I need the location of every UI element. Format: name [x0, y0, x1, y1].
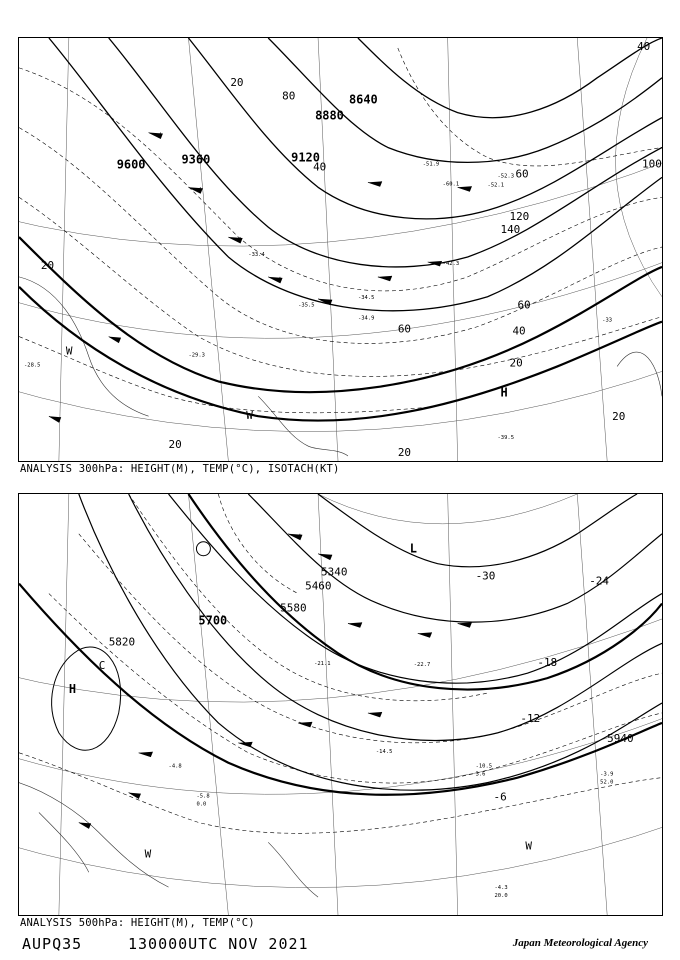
isotach-label-60: 60: [515, 167, 529, 181]
station-value: 52.0: [600, 779, 614, 786]
wind-barbs: [49, 133, 472, 423]
high-pressure-contour: [52, 647, 121, 750]
analysis-300hpa-map: [18, 37, 663, 462]
cold-marker: C: [98, 659, 106, 673]
station-value: -60.1: [442, 181, 460, 188]
isotach-label-20-south: 20: [168, 438, 182, 452]
isotach-label-60-mid: 60: [517, 298, 531, 312]
isotach-label-20-west: 20: [40, 258, 55, 272]
height-label-8880: 8880: [315, 108, 344, 123]
station-value: 3.6: [475, 771, 486, 778]
height-contours: [79, 494, 662, 790]
coastline: [19, 277, 662, 456]
temp-label-6: -6: [493, 790, 507, 804]
station-value: -34.5: [357, 294, 375, 301]
map-500hpa-canvas: [19, 494, 662, 915]
wind-marker-w2: W: [246, 409, 253, 423]
isotach-label-20: 20: [230, 75, 244, 89]
station-value: -14.5: [375, 748, 393, 755]
height-label-5460: 5460: [305, 579, 332, 593]
isotach-label-100: 100: [642, 157, 662, 171]
wind-marker-w2: W: [144, 847, 152, 861]
station-value: -52.1: [487, 182, 505, 189]
height-label-9120: 9120: [291, 150, 320, 165]
station-value: -52.3: [497, 173, 514, 180]
temp-label-24: -24: [589, 574, 610, 588]
station-value: -5.8: [196, 793, 210, 800]
station-value: -33: [602, 317, 613, 324]
low-cell-contour: [196, 542, 210, 556]
station-value: -29.3: [188, 352, 205, 359]
isotherms: [19, 48, 662, 413]
station-value: -3.9: [600, 771, 614, 778]
station-value: -28.5: [23, 362, 41, 369]
height-label-5820: 5820: [108, 635, 136, 649]
station-value: 0.0: [196, 801, 207, 808]
isotach-label-20-east: 20: [612, 410, 626, 424]
station-values: [169, 661, 614, 899]
analysis-time: 130000UTC NOV 2021: [128, 935, 309, 953]
isotach-label-120: 120: [509, 210, 530, 224]
station-value: 20.0: [494, 893, 508, 900]
temp-label-18: -18: [537, 656, 558, 670]
isotach-label-20-south-east: 20: [397, 446, 412, 460]
caption-500hpa: ANALYSIS 500hPa: HEIGHT(M), TEMP(°C): [20, 917, 255, 929]
station-value: -4.3: [494, 885, 508, 892]
temp-label-12: -12: [520, 711, 541, 725]
agency-name: Japan Meteorological Agency: [512, 937, 648, 949]
height-label-5340: 5340: [321, 565, 348, 579]
isotach-label-40-mid: 40: [512, 324, 526, 338]
height-label-5700: 5700: [198, 613, 228, 628]
isotach-label-40: 40: [313, 160, 327, 174]
map-300hpa-canvas: [19, 38, 662, 461]
isotach-label-60-low: 60: [397, 322, 412, 336]
analysis-500hpa-map: [18, 493, 663, 916]
isotach-bold: [19, 237, 662, 424]
height-label-8640: 8640: [348, 92, 378, 107]
isotach-label-20-mid: 20: [509, 356, 523, 370]
height-label-9360: 9360: [181, 152, 211, 167]
station-value: -33.4: [248, 251, 265, 258]
station-value: -39.5: [497, 435, 514, 442]
height-label-9600: 9600: [116, 157, 146, 172]
temp-label-30: -30: [475, 569, 496, 583]
caption-300hpa: ANALYSIS 300hPa: HEIGHT(M), TEMP(°C), ISOTACH(KT): [20, 463, 340, 475]
height-label-5940: 5940: [607, 731, 634, 745]
isotach-label-80: 80: [282, 89, 296, 103]
station-value: -42.3: [442, 260, 460, 267]
wind-marker-w1: W: [65, 344, 73, 358]
station-value: -35.5: [298, 302, 315, 309]
station-value: -34.9: [357, 315, 375, 322]
station-value: -4.8: [168, 763, 182, 770]
station-value: -21.1: [314, 661, 331, 668]
station-value: -22.7: [413, 662, 431, 669]
isotach-label-40-ne: 40: [637, 39, 651, 53]
low-pressure-marker: L: [409, 541, 417, 556]
station-value: -51.9: [422, 161, 440, 168]
wind-marker-w1: W: [525, 839, 533, 853]
graticule: [19, 494, 662, 915]
high-pressure-marker: H: [500, 385, 508, 400]
chart-code: AUPQ35: [22, 935, 83, 953]
height-contours: [49, 38, 662, 311]
high-pressure-marker: H: [68, 682, 77, 697]
coastline: [19, 783, 318, 897]
height-label-5580: 5580: [280, 601, 307, 615]
station-value: -10.5: [475, 763, 493, 770]
isotach-label-140: 140: [500, 223, 521, 237]
